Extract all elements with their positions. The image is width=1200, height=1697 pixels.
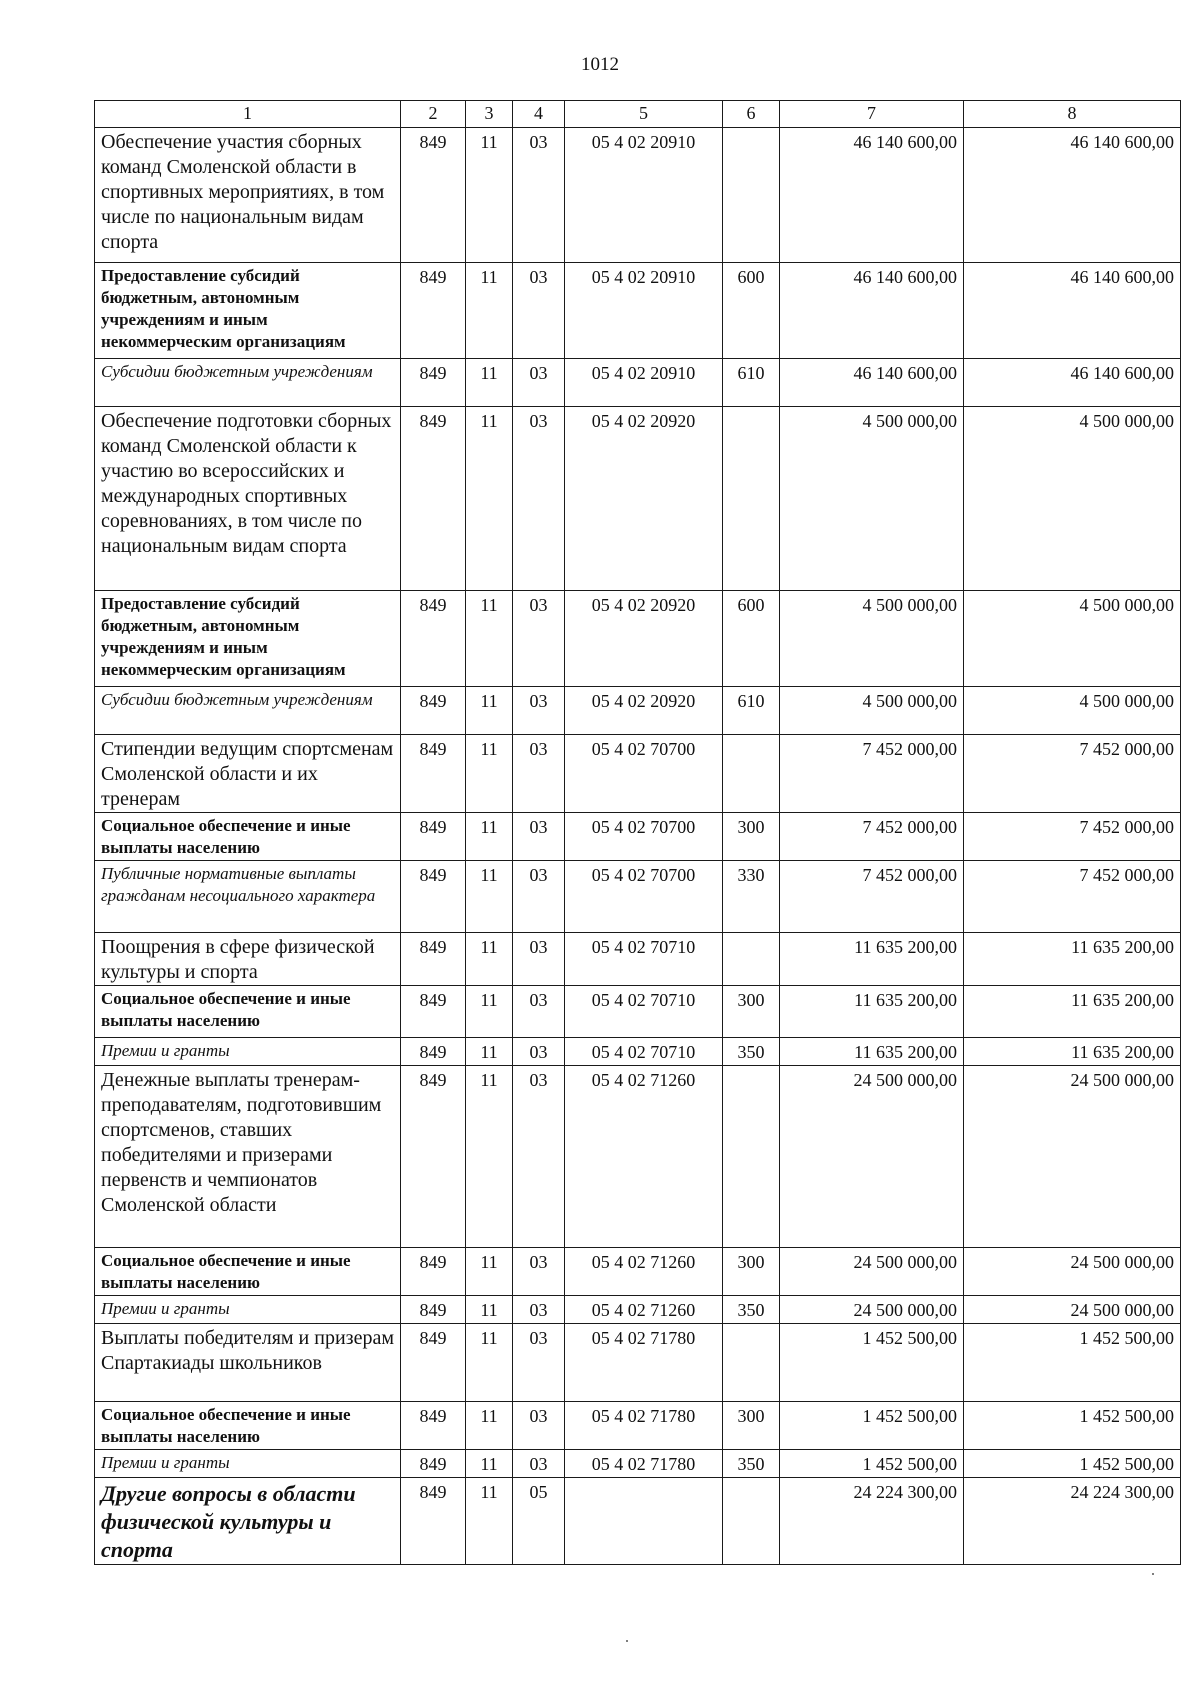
- amount-cell: 46 140 600,00: [780, 263, 964, 359]
- table-row: [95, 735, 1181, 813]
- section-code-cell: 11: [466, 735, 513, 813]
- table-row: [95, 813, 1181, 861]
- section-code-cell: 11: [466, 813, 513, 861]
- amount-cell: 46 140 600,00: [780, 359, 964, 407]
- section-code-cell: 11: [466, 687, 513, 735]
- amount-cell: 4 500 000,00: [964, 687, 1181, 735]
- column-header: 6: [723, 101, 780, 128]
- ministry-code-cell: 849: [401, 735, 466, 813]
- subsection-code-cell: 03: [513, 861, 565, 933]
- table-row: [95, 1038, 1181, 1066]
- item-name-cell: Публичные нормативные выплаты гражданам несоциального характера: [95, 861, 401, 933]
- item-name-cell: Предоставление субсидий бюджетным, автономным учреждениям и иным некоммерческим организациям: [95, 591, 401, 687]
- column-header: 5: [565, 101, 723, 128]
- amount-cell: 24 224 300,00: [780, 1478, 964, 1565]
- ministry-code-cell: 849: [401, 128, 466, 263]
- column-header: 2: [401, 101, 466, 128]
- amount-cell: 24 500 000,00: [964, 1296, 1181, 1324]
- column-header: 4: [513, 101, 565, 128]
- section-code-cell: 11: [466, 359, 513, 407]
- table-row: [95, 1324, 1181, 1402]
- ministry-code-cell: 849: [401, 1450, 466, 1478]
- table-row: [95, 1248, 1181, 1296]
- expense-type-cell: 610: [723, 359, 780, 407]
- ministry-code-cell: 849: [401, 1478, 466, 1565]
- ministry-code-cell: 849: [401, 263, 466, 359]
- ministry-code-cell: 849: [401, 813, 466, 861]
- subsection-code-cell: 05: [513, 1478, 565, 1565]
- table-row: [95, 1066, 1181, 1248]
- column-header: 1: [95, 101, 401, 128]
- table-row: [95, 128, 1181, 263]
- section-code-cell: 11: [466, 1248, 513, 1296]
- table-row: [95, 1402, 1181, 1450]
- expense-type-cell: 300: [723, 986, 780, 1038]
- table-row: [95, 591, 1181, 687]
- expense-type-cell: 330: [723, 861, 780, 933]
- item-name-cell: Субсидии бюджетным учреждениям: [95, 687, 401, 735]
- target-article-cell: 05 4 02 20920: [565, 591, 723, 687]
- ministry-code-cell: 849: [401, 591, 466, 687]
- expense-type-cell: [723, 407, 780, 591]
- expense-type-cell: [723, 933, 780, 986]
- item-name-cell: Другие вопросы в области физической культуры и спорта: [95, 1478, 401, 1565]
- table-row: [95, 359, 1181, 407]
- amount-cell: 7 452 000,00: [964, 861, 1181, 933]
- amount-cell: 11 635 200,00: [780, 1038, 964, 1066]
- amount-cell: 11 635 200,00: [964, 986, 1181, 1038]
- section-code-cell: 11: [466, 1324, 513, 1402]
- subsection-code-cell: 03: [513, 735, 565, 813]
- table-row: [95, 1478, 1181, 1565]
- amount-cell: 11 635 200,00: [964, 933, 1181, 986]
- ministry-code-cell: 849: [401, 986, 466, 1038]
- target-article-cell: 05 4 02 71780: [565, 1450, 723, 1478]
- table-row: [95, 1450, 1181, 1478]
- item-name-cell: Обеспечение участия сборных команд Смоленской области в спортивных мероприятиях, в том числе по национальным видам спорта: [95, 128, 401, 263]
- subsection-code-cell: 03: [513, 263, 565, 359]
- target-article-cell: 05 4 02 70700: [565, 735, 723, 813]
- amount-cell: 1 452 500,00: [780, 1402, 964, 1450]
- expense-type-cell: 350: [723, 1450, 780, 1478]
- table-body: [95, 128, 1181, 1565]
- expense-type-cell: 300: [723, 1402, 780, 1450]
- table-row: [95, 687, 1181, 735]
- target-article-cell: 05 4 02 71260: [565, 1296, 723, 1324]
- expense-type-cell: [723, 1478, 780, 1565]
- target-article-cell: 05 4 02 70710: [565, 1038, 723, 1066]
- expense-type-cell: 350: [723, 1038, 780, 1066]
- section-code-cell: 11: [466, 128, 513, 263]
- subsection-code-cell: 03: [513, 1450, 565, 1478]
- target-article-cell: 05 4 02 71260: [565, 1066, 723, 1248]
- amount-cell: 24 500 000,00: [780, 1248, 964, 1296]
- amount-cell: 11 635 200,00: [780, 933, 964, 986]
- amount-cell: 1 452 500,00: [780, 1324, 964, 1402]
- amount-cell: 24 500 000,00: [964, 1248, 1181, 1296]
- expense-type-cell: 300: [723, 813, 780, 861]
- amount-cell: 7 452 000,00: [964, 735, 1181, 813]
- item-name-cell: Стипендии ведущим спортсменам Смоленской области и их тренерам: [95, 735, 401, 813]
- amount-cell: 1 452 500,00: [964, 1402, 1181, 1450]
- target-article-cell: 05 4 02 71780: [565, 1324, 723, 1402]
- section-code-cell: 11: [466, 1402, 513, 1450]
- item-name-cell: Премии и гранты: [95, 1450, 401, 1478]
- expense-type-cell: [723, 1066, 780, 1248]
- item-name-cell: Субсидии бюджетным учреждениям: [95, 359, 401, 407]
- scan-speck: [1152, 1573, 1154, 1575]
- scan-speck: [626, 1640, 628, 1642]
- target-article-cell: 05 4 02 70700: [565, 813, 723, 861]
- item-name-cell: Обеспечение подготовки сборных команд Смоленской области к участию во всероссийских и международных спортивных соревнованиях, в том числе по национальным видам спорта: [95, 407, 401, 591]
- table-row: [95, 986, 1181, 1038]
- subsection-code-cell: 03: [513, 1248, 565, 1296]
- ministry-code-cell: 849: [401, 1066, 466, 1248]
- target-article-cell: 05 4 02 20920: [565, 687, 723, 735]
- target-article-cell: 05 4 02 70710: [565, 986, 723, 1038]
- item-name-cell: Социальное обеспечение и иные выплаты населению: [95, 1402, 401, 1450]
- target-article-cell: 05 4 02 20910: [565, 128, 723, 263]
- expense-type-cell: 600: [723, 263, 780, 359]
- amount-cell: 46 140 600,00: [964, 359, 1181, 407]
- section-code-cell: 11: [466, 1038, 513, 1066]
- amount-cell: 1 452 500,00: [964, 1324, 1181, 1402]
- amount-cell: 11 635 200,00: [964, 1038, 1181, 1066]
- expense-type-cell: 300: [723, 1248, 780, 1296]
- amount-cell: 46 140 600,00: [780, 128, 964, 263]
- amount-cell: 46 140 600,00: [964, 263, 1181, 359]
- item-name-cell: Выплаты победителям и призерам Спартакиады школьников: [95, 1324, 401, 1402]
- table-row: [95, 861, 1181, 933]
- expense-type-cell: 350: [723, 1296, 780, 1324]
- amount-cell: 1 452 500,00: [780, 1450, 964, 1478]
- target-article-cell: [565, 1478, 723, 1565]
- target-article-cell: 05 4 02 70710: [565, 933, 723, 986]
- item-name-cell: Денежные выплаты тренерам-преподавателям, подготовившим спортсменов, ставших победителями и призерами первенств и чемпионатов Смоленской области: [95, 1066, 401, 1248]
- table-row: [95, 933, 1181, 986]
- item-name-cell: Премии и гранты: [95, 1296, 401, 1324]
- amount-cell: 7 452 000,00: [964, 813, 1181, 861]
- table-row: [95, 407, 1181, 591]
- subsection-code-cell: 03: [513, 1324, 565, 1402]
- column-header: 8: [964, 101, 1181, 128]
- amount-cell: 24 224 300,00: [964, 1478, 1181, 1565]
- amount-cell: 4 500 000,00: [964, 591, 1181, 687]
- target-article-cell: 05 4 02 71780: [565, 1402, 723, 1450]
- section-code-cell: 11: [466, 861, 513, 933]
- subsection-code-cell: 03: [513, 1066, 565, 1248]
- amount-cell: 1 452 500,00: [964, 1450, 1181, 1478]
- table-row: [95, 1296, 1181, 1324]
- ministry-code-cell: 849: [401, 1248, 466, 1296]
- ministry-code-cell: 849: [401, 407, 466, 591]
- subsection-code-cell: 03: [513, 407, 565, 591]
- amount-cell: 11 635 200,00: [780, 986, 964, 1038]
- amount-cell: 7 452 000,00: [780, 813, 964, 861]
- budget-table: [94, 100, 1181, 1565]
- section-code-cell: 11: [466, 933, 513, 986]
- subsection-code-cell: 03: [513, 1402, 565, 1450]
- amount-cell: 7 452 000,00: [780, 735, 964, 813]
- amount-cell: 4 500 000,00: [780, 407, 964, 591]
- column-header: 3: [466, 101, 513, 128]
- ministry-code-cell: 849: [401, 861, 466, 933]
- ministry-code-cell: 849: [401, 933, 466, 986]
- amount-cell: 4 500 000,00: [780, 687, 964, 735]
- target-article-cell: 05 4 02 20920: [565, 407, 723, 591]
- amount-cell: 24 500 000,00: [780, 1296, 964, 1324]
- section-code-cell: 11: [466, 591, 513, 687]
- page-number: 1012: [581, 54, 619, 75]
- ministry-code-cell: 849: [401, 359, 466, 407]
- item-name-cell: Предоставление субсидий бюджетным, автономным учреждениям и иным некоммерческим организациям: [95, 263, 401, 359]
- expense-type-cell: [723, 1324, 780, 1402]
- section-code-cell: 11: [466, 407, 513, 591]
- amount-cell: 24 500 000,00: [780, 1066, 964, 1248]
- column-header: 7: [780, 101, 964, 128]
- subsection-code-cell: 03: [513, 986, 565, 1038]
- item-name-cell: Социальное обеспечение и иные выплаты населению: [95, 813, 401, 861]
- target-article-cell: 05 4 02 20910: [565, 359, 723, 407]
- subsection-code-cell: 03: [513, 128, 565, 263]
- subsection-code-cell: 03: [513, 359, 565, 407]
- section-code-cell: 11: [466, 1450, 513, 1478]
- expense-type-cell: 600: [723, 591, 780, 687]
- amount-cell: 4 500 000,00: [964, 407, 1181, 591]
- table-row: [95, 263, 1181, 359]
- section-code-cell: 11: [466, 263, 513, 359]
- subsection-code-cell: 03: [513, 591, 565, 687]
- amount-cell: 7 452 000,00: [780, 861, 964, 933]
- amount-cell: 4 500 000,00: [780, 591, 964, 687]
- ministry-code-cell: 849: [401, 1402, 466, 1450]
- expense-type-cell: 610: [723, 687, 780, 735]
- section-code-cell: 11: [466, 1066, 513, 1248]
- expense-type-cell: [723, 128, 780, 263]
- subsection-code-cell: 03: [513, 1038, 565, 1066]
- subsection-code-cell: 03: [513, 687, 565, 735]
- item-name-cell: Поощрения в сфере физической культуры и спорта: [95, 933, 401, 986]
- amount-cell: 46 140 600,00: [964, 128, 1181, 263]
- section-code-cell: 11: [466, 1296, 513, 1324]
- target-article-cell: 05 4 02 20910: [565, 263, 723, 359]
- subsection-code-cell: 03: [513, 813, 565, 861]
- amount-cell: 24 500 000,00: [964, 1066, 1181, 1248]
- item-name-cell: Премии и гранты: [95, 1038, 401, 1066]
- subsection-code-cell: 03: [513, 933, 565, 986]
- expense-type-cell: [723, 735, 780, 813]
- ministry-code-cell: 849: [401, 1296, 466, 1324]
- target-article-cell: 05 4 02 71260: [565, 1248, 723, 1296]
- item-name-cell: Социальное обеспечение и иные выплаты населению: [95, 986, 401, 1038]
- target-article-cell: 05 4 02 70700: [565, 861, 723, 933]
- ministry-code-cell: 849: [401, 687, 466, 735]
- ministry-code-cell: 849: [401, 1038, 466, 1066]
- column-number-row: [95, 101, 1181, 128]
- subsection-code-cell: 03: [513, 1296, 565, 1324]
- item-name-cell: Социальное обеспечение и иные выплаты населению: [95, 1248, 401, 1296]
- section-code-cell: 11: [466, 986, 513, 1038]
- ministry-code-cell: 849: [401, 1324, 466, 1402]
- section-code-cell: 11: [466, 1478, 513, 1565]
